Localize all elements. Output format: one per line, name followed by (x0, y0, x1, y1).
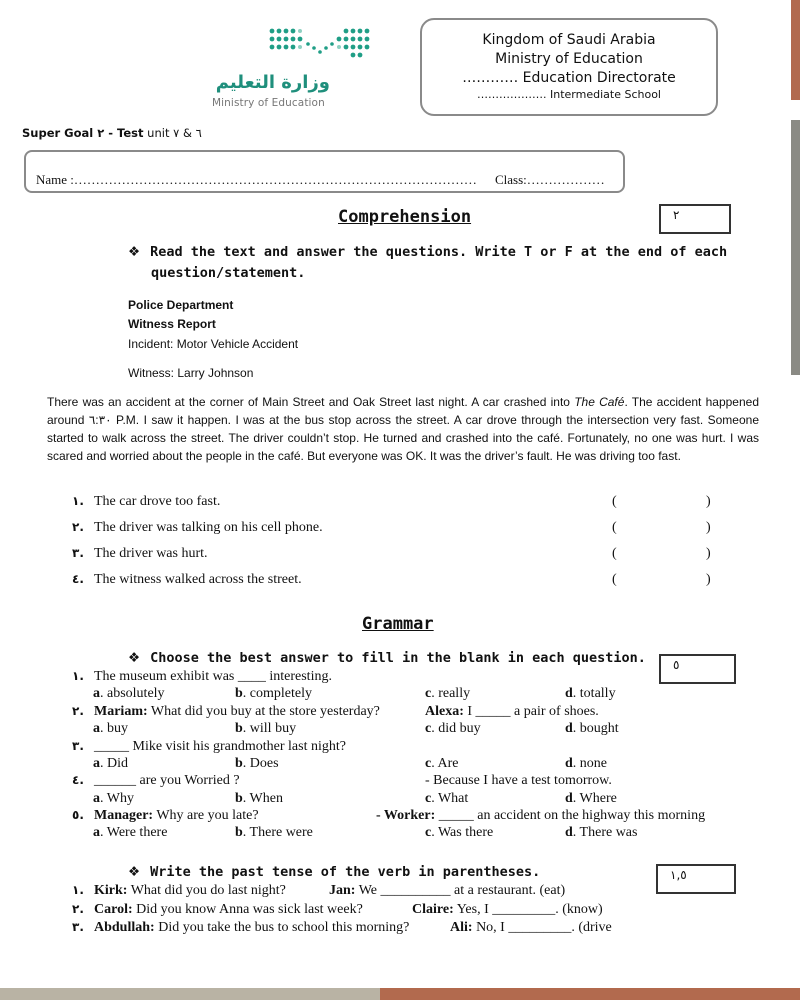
question-number: ١. (72, 669, 84, 683)
option-b[interactable]: b. Does (235, 756, 279, 771)
option-letter: d (565, 825, 573, 840)
speaker-label: Claire: (412, 902, 454, 917)
option-letter: a (93, 721, 100, 736)
mcq-stem (72, 773, 240, 789)
reading-passage (47, 393, 759, 465)
dialogue-text: We __________ at a restaurant. (eat) (355, 883, 566, 898)
answer-paren-open[interactable]: ( (612, 520, 617, 535)
option-c[interactable]: c. really (425, 686, 471, 701)
passage-part-1: There was an accident at the corner of Main Street and Oak Street last night. A car crashed into (47, 395, 575, 409)
option-letter: a (93, 756, 100, 771)
passage-part-2: . The accident happened around ٦:٣٠ P.M. I saw it happen. I was at the bus stop across the street. A car drove through the intersection very fast. Someone started to walk across the street. The driver couldn’t stop. He turned and crashed into the café. Fortunately, no one was hurt. I was scared and worried about the people in the café. But everyone was OK. It was the driver’s fault. He was driving too fast. (47, 395, 760, 463)
question-number: ١. (72, 883, 84, 897)
option-text: There was (579, 825, 638, 840)
option-text: absolutely (107, 686, 165, 701)
logo-english-text: Ministry of Education (212, 97, 325, 109)
stem-text: Why are you late? (153, 808, 259, 823)
past-tense-item (72, 920, 409, 936)
ministry-logo-icon (262, 22, 380, 62)
past-tense-answer[interactable] (450, 920, 612, 936)
name-field[interactable]: Name :………………………………………………………………………………… (36, 172, 477, 187)
option-d[interactable]: d. There was (565, 825, 638, 840)
directorate-line: ………… Education Directorate (462, 70, 676, 86)
option-text: none (579, 756, 608, 771)
answer-paren-open[interactable]: ( (612, 546, 617, 561)
edge-bar-middle (791, 120, 800, 375)
option-text: Did (107, 756, 128, 771)
ministry-line: Ministry of Education (495, 51, 643, 67)
test-unit: unit ٦ & ٧ (143, 126, 202, 140)
diamond-bullet-icon: ❖ (128, 244, 141, 260)
past-tense-answer[interactable] (329, 883, 565, 899)
past-tense-item (72, 902, 363, 918)
question-text: The driver was hurt. (94, 546, 208, 561)
option-letter: d (565, 791, 573, 806)
option-text: did buy (438, 721, 481, 736)
speaker-label: Abdullah: (94, 920, 155, 935)
test-title (22, 126, 202, 140)
option-d[interactable]: d. Where (565, 791, 617, 806)
dialogue-text: What did you do last night? (127, 883, 286, 898)
answer-paren-close: ) (706, 520, 711, 535)
option-letter: d (565, 721, 573, 736)
witness-report: Witness Report (128, 317, 216, 331)
comprehension-score-box[interactable]: ٢ (659, 204, 731, 234)
option-b[interactable]: b. completely (235, 686, 312, 701)
question-text: The car drove too fast. (94, 494, 221, 509)
speaker-label: Ali: (450, 920, 473, 935)
option-a[interactable]: a. Why (93, 791, 134, 806)
option-c[interactable]: c. did buy (425, 721, 481, 736)
response-text: _____ an accident on the highway this morning (435, 808, 706, 823)
past-tense-answer[interactable] (412, 902, 603, 918)
instruction-line-2: question/statement. (151, 265, 306, 281)
option-letter: b (235, 756, 243, 771)
answer-paren-close: ) (706, 572, 711, 587)
option-letter: c (425, 721, 432, 736)
option-letter: a (93, 791, 100, 806)
option-text: will buy (249, 721, 297, 736)
option-letter: a (93, 825, 100, 840)
option-text: buy (107, 721, 128, 736)
speaker-label: - Worker: (376, 808, 436, 823)
option-letter: c (425, 791, 432, 806)
mcq-stem (72, 704, 380, 720)
speaker-label: Manager: (94, 808, 154, 823)
option-letter: d (565, 686, 573, 701)
grammar-score-box[interactable]: ٥ (659, 654, 736, 684)
option-text: Was there (437, 825, 494, 840)
option-a[interactable]: a. absolutely (93, 686, 165, 701)
option-letter: b (235, 721, 243, 736)
class-field[interactable]: Class:……………… (495, 172, 605, 187)
edge-bar-top (791, 0, 800, 100)
grammar-title: Grammar (362, 614, 434, 634)
option-text: Where (579, 791, 617, 806)
tf-question (72, 494, 220, 510)
school-header-box (420, 18, 718, 116)
mcq-stem (72, 669, 332, 685)
dialogue-text: Did you take the bus to school this morning? (154, 920, 410, 935)
answer-paren-close: ) (706, 494, 711, 509)
question-number: ٣. (72, 739, 84, 753)
footer-bar-left (0, 988, 380, 1000)
option-text: Were there (106, 825, 168, 840)
past-tense-item (72, 883, 286, 899)
option-letter: c (425, 825, 432, 840)
option-text: What (437, 791, 469, 806)
past-tense-instruction (128, 862, 540, 883)
option-letter: c (425, 686, 432, 701)
logo-arabic-text: وزارة التعليم (215, 72, 330, 93)
mcq-stem (72, 739, 346, 755)
stem-text: _____ Mike visit his grandmother last night? (94, 739, 346, 754)
option-a[interactable]: a. Did (93, 756, 128, 771)
mcq-stem (72, 808, 259, 824)
mcq-response (425, 704, 599, 720)
option-b[interactable]: b. There were (235, 825, 313, 840)
test-series: Super Goal ٢ - Test (22, 126, 144, 140)
option-b[interactable]: b. will buy (235, 721, 297, 736)
passage-cafe-name: The Café (574, 395, 625, 409)
question-number: ٣. (72, 920, 84, 934)
option-text: bought (579, 721, 619, 736)
tf-question (72, 572, 302, 588)
option-letter: a (93, 686, 100, 701)
option-c[interactable]: c. Was there (425, 825, 494, 840)
stem-text: The museum exhibit was ____ interesting. (94, 669, 332, 684)
tf-question (72, 520, 323, 536)
question-number: ٤. (72, 572, 84, 586)
instruction-line-1: Read the text and answer the questions. Write T or F at the end of each (150, 244, 728, 260)
option-letter: c (425, 756, 432, 771)
diamond-bullet-icon: ❖ (128, 864, 141, 880)
speaker-label: Carol: (94, 902, 133, 917)
incident-line: Incident: Motor Vehicle Accident (128, 337, 299, 351)
diamond-bullet-icon: ❖ (128, 650, 141, 666)
comprehension-instruction (128, 242, 738, 284)
dialogue-text: Yes, I _________. (know) (453, 902, 603, 917)
question-number: ٢. (72, 704, 84, 718)
speaker-label: Mariam: (94, 704, 148, 719)
option-c[interactable]: c. What (425, 791, 469, 806)
option-b[interactable]: b. When (235, 791, 283, 806)
question-number: ٣. (72, 546, 84, 560)
response-text: I _____ a pair of shoes. (463, 704, 599, 719)
footer-bar-right (380, 988, 800, 1000)
tf-question (72, 546, 208, 562)
answer-paren-open[interactable]: ( (612, 572, 617, 587)
option-letter: b (235, 791, 243, 806)
question-number: ٢. (72, 520, 84, 534)
option-letter: d (565, 756, 573, 771)
question-text: The driver was talking on his cell phone. (94, 520, 323, 535)
option-d[interactable]: d. bought (565, 721, 619, 736)
option-text: There were (249, 825, 313, 840)
question-number: ٢. (72, 902, 84, 916)
option-text: Does (249, 756, 279, 771)
question-number: ٤. (72, 773, 84, 787)
dialogue-text: No, I _________. (drive (472, 920, 612, 935)
mcq-response: - Because I have a test tomorrow. (425, 773, 612, 788)
past-instruction-text: Write the past tense of the verb in parentheses. (150, 864, 541, 880)
option-text: Why (106, 791, 134, 806)
option-letter: b (235, 825, 243, 840)
school-line: ………………. Intermediate School (477, 88, 661, 101)
police-department: Police Department (128, 298, 234, 312)
option-text: really (438, 686, 471, 701)
option-text: completely (249, 686, 312, 701)
question-number: ١. (72, 494, 84, 508)
dialogue-text: Did you know Anna was sick last week? (132, 902, 363, 917)
speaker-label: Alexa: (425, 704, 464, 719)
option-text: Are (437, 756, 459, 771)
choose-instruction (128, 648, 646, 669)
mcq-response (376, 808, 705, 824)
stem-text: ______ are you Worried ? (94, 773, 240, 788)
past-tense-score-box[interactable]: ١,٥ (656, 864, 736, 894)
speaker-label: Jan: (329, 883, 356, 898)
option-text: totally (579, 686, 616, 701)
option-letter: b (235, 686, 243, 701)
option-a[interactable]: a. buy (93, 721, 128, 736)
witness-line: Witness: Larry Johnson (128, 366, 254, 380)
choose-instruction-text: Choose the best answer to fill in the blank in each question. (150, 650, 646, 666)
option-d[interactable]: d. none (565, 756, 608, 771)
kingdom-line: Kingdom of Saudi Arabia (482, 32, 656, 48)
question-number: ٥. (72, 808, 84, 822)
option-d[interactable]: d. totally (565, 686, 616, 701)
answer-paren-open[interactable]: ( (612, 494, 617, 509)
option-c[interactable]: c. Are (425, 756, 459, 771)
stem-text: What did you buy at the store yesterday? (147, 704, 380, 719)
answer-paren-close: ) (706, 546, 711, 561)
speaker-label: Kirk: (94, 883, 128, 898)
option-text: When (249, 791, 283, 806)
option-a[interactable]: a. Were there (93, 825, 168, 840)
comprehension-title: Comprehension (338, 207, 472, 227)
question-text: The witness walked across the street. (94, 572, 302, 587)
